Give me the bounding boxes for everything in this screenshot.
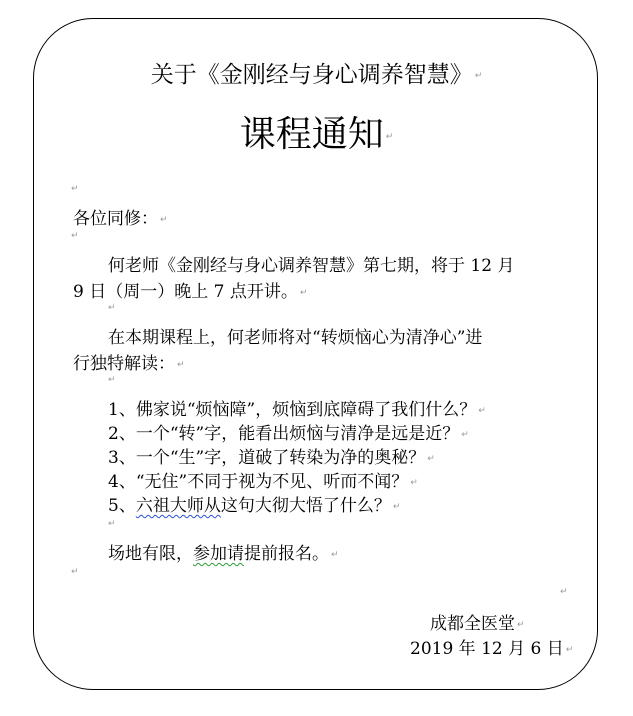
closing-text: 提前报名。 [244, 544, 329, 564]
signature-date-text: 2019 年 12 月 6 日 [410, 639, 564, 659]
greeting-line [73, 204, 168, 229]
closing-underlined-text: 参加请 [193, 544, 244, 564]
paragraph-mark: ↵ [71, 567, 79, 577]
paragraph-mark: ↵ [478, 405, 486, 416]
paragraph2-line2 [73, 349, 185, 374]
list-item [108, 467, 418, 492]
paragraph-mark: ↵ [410, 477, 418, 488]
paragraph1-line2-text: 9 日（周一）晚上 7 点开讲。 [73, 282, 298, 302]
paragraph2-line1 [108, 323, 482, 348]
list-item [108, 491, 400, 516]
paragraph-mark: ↵ [427, 453, 435, 464]
list-item-text: 2、一个“转”字，能看出烦恼与清净是远是近？ [108, 424, 460, 444]
signature-date [410, 634, 573, 659]
list-item-underlined-text: 六祖大师从 [135, 496, 221, 516]
list-item [108, 443, 435, 468]
list-item-text: 这句大彻大悟了什么？ [220, 496, 391, 516]
list-item-text: 4、“无住”不同于视为不见、听而不闻？ [108, 472, 409, 492]
paragraph-mark: ↵ [177, 359, 185, 370]
paragraph-mark: ↵ [108, 375, 116, 385]
paragraph2-line1-text: 在本期课程上，何老师将对“转烦恼心为清净心”进 [108, 328, 483, 348]
list-item [108, 419, 469, 444]
closing-line [108, 539, 339, 564]
signature-org-text: 成都全医堂 [430, 614, 515, 634]
paragraph1-line1 [108, 251, 514, 276]
paragraph1-line2 [73, 277, 307, 302]
list-item-number: 5、 [108, 496, 136, 516]
paragraph-mark: ↵ [160, 214, 168, 225]
paragraph-mark: ↵ [560, 587, 568, 597]
closing-text: 场地有限， [108, 544, 193, 564]
paragraph-mark: ↵ [71, 184, 79, 194]
paragraph-mark: ↵ [108, 519, 116, 529]
paragraph1-line1-text: 何老师《金刚经与身心调养智慧》第七期，将于 12 月 [108, 256, 515, 276]
paragraph-mark: ↵ [385, 132, 394, 142]
paragraph-mark: ↵ [331, 549, 339, 560]
paragraph-mark: ↵ [299, 287, 308, 298]
signature-org [430, 609, 525, 634]
paragraph-mark: ↵ [71, 231, 79, 241]
list-item-text: 3、一个“生”字，道破了转染为净的奥秘？ [108, 448, 426, 468]
paragraph-mark: ↵ [474, 71, 483, 81]
notice-title-line2 [0, 106, 633, 157]
paragraph2-line2-text: 行独特解读： [73, 354, 175, 374]
paragraph-mark: ↵ [392, 501, 401, 512]
notice-title-line1 [0, 56, 633, 89]
paragraph-mark: ↵ [565, 644, 574, 655]
paragraph-mark: ↵ [461, 429, 469, 440]
heading-text: 课程通知 [239, 114, 384, 155]
list-item [108, 395, 486, 420]
greeting-text: 各位同修： [73, 209, 158, 229]
paragraph-mark: ↵ [517, 619, 525, 630]
title-text: 关于《金刚经与身心调养智慧》 [150, 62, 473, 88]
list-item-text: 1、佛家说“烦恼障”，烦恼到底障碍了我们什么？ [108, 400, 477, 420]
paragraph-mark: ↵ [108, 303, 116, 313]
